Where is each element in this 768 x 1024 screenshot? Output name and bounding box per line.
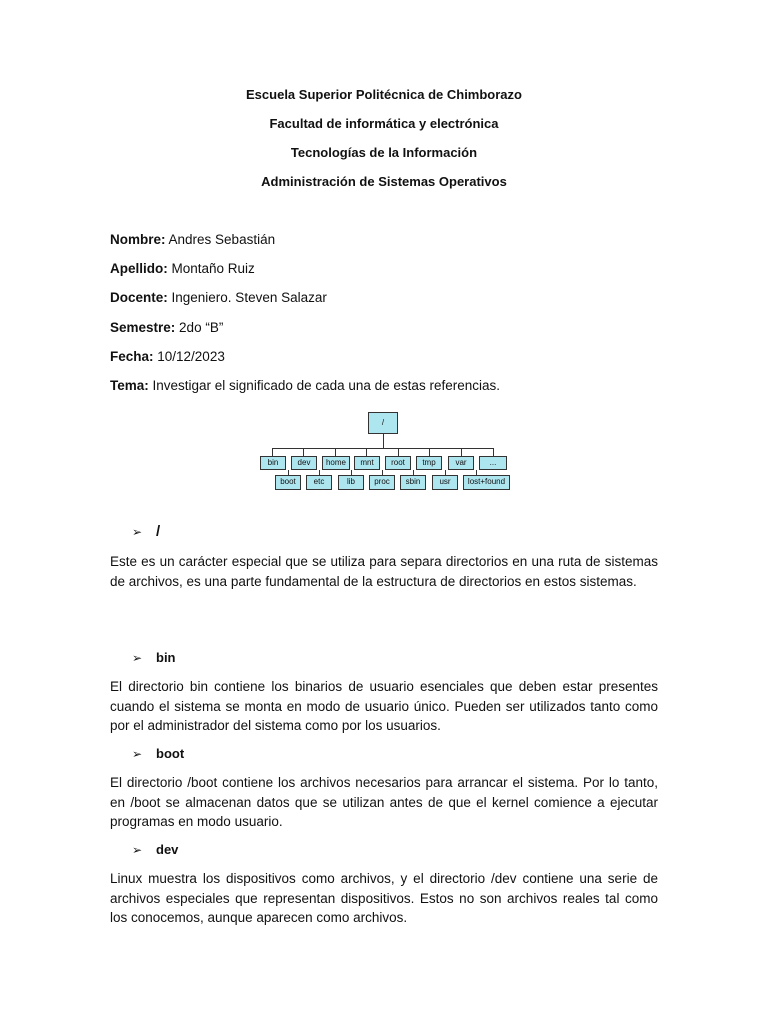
section-heading-bin bbox=[132, 649, 176, 667]
course-name: Administración de Sistemas Operativos bbox=[261, 174, 507, 189]
institution-name: Escuela Superior Politécnica de Chimborazo bbox=[246, 87, 522, 102]
arrow-bullet-icon: ➢ bbox=[132, 651, 143, 665]
field-value: Investigar el significado de cada una de estas referencias. bbox=[148, 377, 500, 393]
tree-node-usr: usr bbox=[432, 475, 458, 490]
field-label: Semestre: bbox=[110, 319, 176, 335]
section-title: / bbox=[156, 523, 161, 540]
section-text-bin: El directorio bin contiene los binarios de usuario esenciales que deben estar presentes cuando el sistema se monta en modo de usuario único. Pueden ser utilizados tanto como por el administrador del sistema como por los usuarios. bbox=[110, 679, 658, 733]
tree-node-mnt: mnt bbox=[354, 456, 380, 470]
field-label: Tema: bbox=[110, 377, 149, 393]
field-apellido bbox=[110, 260, 658, 278]
field-semestre bbox=[110, 319, 658, 337]
field-label: Nombre: bbox=[110, 232, 166, 247]
program-name: Tecnologías de la Información bbox=[290, 145, 478, 160]
section-heading-root bbox=[132, 523, 160, 541]
field-value: Montaño Ruiz bbox=[167, 261, 255, 277]
tree-node-lib: lib bbox=[338, 475, 364, 490]
section-heading-dev bbox=[132, 841, 178, 859]
tree-connector bbox=[383, 434, 384, 448]
tree-node-boot: boot bbox=[275, 475, 301, 490]
tree-node-sbin: sbin bbox=[400, 475, 426, 490]
tree-node-bin: bin bbox=[260, 456, 286, 470]
field-label: Fecha: bbox=[110, 348, 154, 364]
section-title: boot bbox=[156, 746, 185, 761]
field-tema bbox=[110, 377, 658, 395]
tree-connector bbox=[366, 448, 367, 456]
field-value: 2do “B” bbox=[175, 319, 224, 335]
field-value: Ingeniero. Steven Salazar bbox=[167, 290, 327, 306]
field-label: Docente: bbox=[110, 290, 168, 306]
section-text-dev: Linux muestra los dispositivos como archivos, y el directorio /dev contiene una serie de archivos especiales que representan dispositivos. Estos no son archivos reales tal como los conocemos, aunque aparecen como archivos. bbox=[110, 871, 658, 925]
directory-tree-diagram bbox=[258, 410, 512, 492]
tree-node-lost-found: lost+found bbox=[463, 475, 510, 490]
section-text-root: Este es un carácter especial que se utiliza para separa directorios en una ruta de sistemas de archivos, es una parte fundamental de la estructura de directorios en estos sistemas. bbox=[110, 554, 658, 589]
tree-connector bbox=[303, 448, 304, 456]
faculty-name: Facultad de informática y electrónica bbox=[269, 116, 499, 131]
tree-connector bbox=[398, 448, 399, 456]
tree-connector bbox=[335, 448, 336, 456]
field-docente bbox=[110, 289, 658, 307]
document-header bbox=[0, 86, 768, 202]
tree-node-dev: dev bbox=[291, 456, 317, 470]
tree-node-etc: etc bbox=[306, 475, 332, 490]
section-title: bin bbox=[156, 650, 176, 665]
tree-node-more: ... bbox=[479, 456, 507, 470]
field-value: 10/12/2023 bbox=[153, 348, 225, 364]
tree-node-root: root bbox=[385, 456, 411, 470]
tree-connector bbox=[461, 448, 462, 456]
section-text-boot: El directorio /boot contiene los archivos necesarios para arrancar el sistema. Por lo tanto, en /boot se almacenan datos que se utilizan antes de que el kernel comience a ejecutar programas en modo usuario. bbox=[110, 775, 658, 829]
tree-node-tmp: tmp bbox=[416, 456, 442, 470]
field-fecha bbox=[110, 348, 658, 366]
tree-node-proc: proc bbox=[369, 475, 395, 490]
arrow-bullet-icon: ➢ bbox=[132, 525, 143, 539]
tree-connector bbox=[429, 448, 430, 456]
tree-node-home: home bbox=[322, 456, 350, 470]
field-label: Apellido: bbox=[110, 261, 168, 277]
tree-connector bbox=[493, 448, 494, 456]
student-info bbox=[110, 231, 658, 406]
field-value: Andres Sebastián bbox=[165, 232, 276, 247]
tree-root-node: / bbox=[368, 412, 398, 434]
field-nombre bbox=[110, 231, 658, 249]
section-heading-boot bbox=[132, 745, 184, 763]
arrow-bullet-icon: ➢ bbox=[132, 747, 143, 761]
arrow-bullet-icon: ➢ bbox=[132, 843, 143, 857]
tree-connector bbox=[272, 448, 273, 456]
section-title: dev bbox=[156, 842, 179, 857]
tree-node-var: var bbox=[448, 456, 474, 470]
